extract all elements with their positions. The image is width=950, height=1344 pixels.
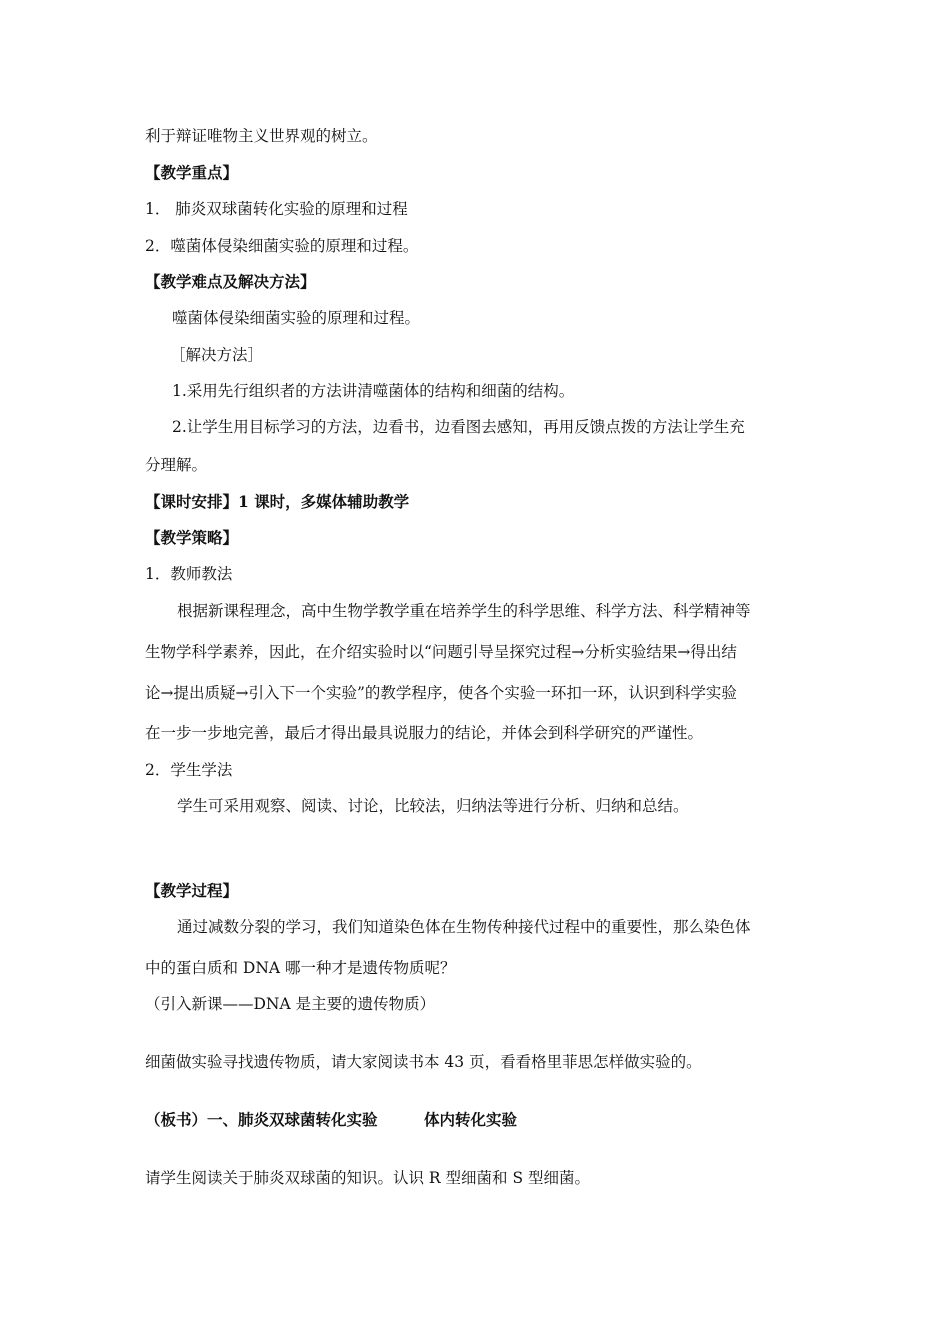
text-line: 分理解。 xyxy=(145,456,208,474)
text-line: 请学生阅读关于肺炎双球菌的知识。认识 R 型细菌和 S 型细菌。 xyxy=(145,1169,590,1187)
section-heading: 【教学策略】 xyxy=(145,528,239,547)
section-heading: 【教学重点】 xyxy=(145,163,239,182)
section-heading: 【课时安排】1 课时，多媒体辅助教学 xyxy=(145,492,410,511)
paragraph-line: 论→提出质疑→引入下一个实验”的教学程序，使各个实验一环扣一环，认识到科学实验 xyxy=(145,684,737,702)
list-item: 2．噬菌体侵染细菌实验的原理和过程。 xyxy=(145,237,419,255)
section-heading: 【教学过程】 xyxy=(145,881,239,900)
text-line: 噬菌体侵染细菌实验的原理和过程。 xyxy=(172,309,421,327)
board-note: （板书）一、肺炎双球菌转化实验 体内转化实验 xyxy=(145,1110,518,1129)
list-item: 2．学生学法 xyxy=(145,761,233,779)
list-item: 1． 肺炎双球菌转化实验的原理和过程 xyxy=(145,200,408,218)
paragraph-line: 学生可采用观察、阅读、讨论，比较法，归纳法等进行分析、归纳和总结。 xyxy=(177,797,689,815)
paragraph-line: 在一步一步地完善，最后才得出最具说服力的结论，并体会到科学研究的严谨性。 xyxy=(145,724,704,742)
text-line: （引入新课——DNA 是主要的遗传物质） xyxy=(145,995,436,1013)
paragraph-line: 生物学科学素养，因此，在介绍实验时以“问题引导呈探究过程→分析实验结果→得出结 xyxy=(145,643,737,661)
paragraph-line: 根据新课程理念，高中生物学教学重在培养学生的科学思维、科学方法、科学精神等 xyxy=(177,602,751,620)
list-item: 1．教师教法 xyxy=(145,565,233,583)
list-item: 1.采用先行组织者的方法讲清噬菌体的结构和细菌的结构。 xyxy=(172,382,575,400)
list-item: 2.让学生用目标学习的方法，边看书，边看图去感知，再用反馈点拨的方法让学生充 xyxy=(172,418,745,436)
paragraph-line: 中的蛋白质和 DNA 哪一种才是遗传物质呢？ xyxy=(145,959,456,977)
text-line: 细菌做实验寻找遗传物质，请大家阅读书本 43 页，看看格里菲思怎样做实验的。 xyxy=(145,1053,702,1071)
section-heading: 【教学难点及解决方法】 xyxy=(145,272,316,291)
text-line: ［解决方法］ xyxy=(170,346,264,364)
paragraph-line: 通过减数分裂的学习，我们知道染色体在生物传种接代过程中的重要性，那么染色体 xyxy=(177,918,751,936)
text-line: 利于辩证唯物主义世界观的树立。 xyxy=(145,127,378,145)
